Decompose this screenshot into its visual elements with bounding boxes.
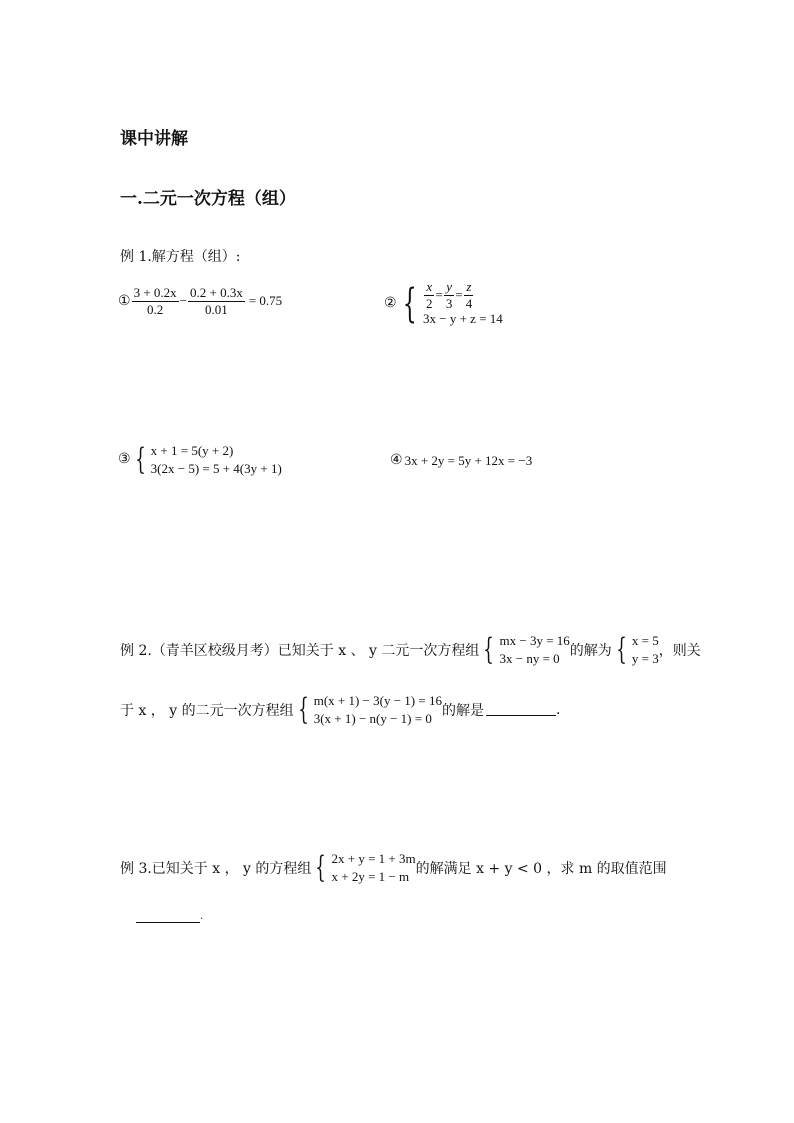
left-brace: { <box>315 849 327 885</box>
left-brace: { <box>616 631 627 667</box>
left-brace: { <box>402 280 417 327</box>
frac-x-num: x <box>426 279 433 294</box>
example-2-line-2 <box>120 692 560 727</box>
equals-2: = <box>455 287 463 303</box>
problem-2 <box>384 280 503 328</box>
frac-z-num: z <box>466 279 472 294</box>
example-3-system-line-2: x + 2y = 1 − m <box>331 868 410 884</box>
example-2-solution <box>612 632 659 667</box>
system-2-line-1 <box>423 280 503 310</box>
problem-1-rhs: = 0.75 <box>248 293 283 309</box>
fraction-1-denominator: 0.2 <box>146 301 164 317</box>
fraction-2-numerator: 0.2 + 0.3x <box>190 285 243 300</box>
example-2-text-2: 的解为 <box>569 642 612 659</box>
example-2-text-1: 例 2.（青羊区校级月考）已知关于 x 、 y 二元一次方程组 <box>120 642 480 659</box>
example-2-line-1 <box>120 632 701 667</box>
equals-1: = <box>435 287 443 303</box>
system-1-line-2: 3x − ny = 0 <box>499 650 560 666</box>
example-2-system-2 <box>294 692 442 727</box>
frac-x-den: 2 <box>426 295 433 311</box>
system-2 <box>397 280 503 328</box>
solution-line-2: y = 3 <box>631 650 659 666</box>
problem-2-mark: ② <box>384 296 397 312</box>
part-title: 一.二元一次方程（组） <box>120 189 296 209</box>
system-3 <box>131 442 282 477</box>
example-3-end: . <box>200 911 204 922</box>
example-3-line-2 <box>136 910 203 923</box>
system-2b-line-2: 3(x + 1) − n(y − 1) = 0 <box>313 710 432 726</box>
left-brace: { <box>297 691 309 727</box>
problem-1-mark: ① <box>118 293 131 309</box>
example-3-text-2: 的解满足 x + y < 0 ，求 m 的取值范围 <box>415 860 667 877</box>
problem-1 <box>118 286 282 316</box>
problem-3 <box>118 442 282 477</box>
example-2-text-3: ，则关 <box>658 642 701 659</box>
system-2-line-2: 3x − y + z = 14 <box>423 311 503 327</box>
section-title: 课中讲解 <box>120 129 188 149</box>
example-3-text-1: 例 3.已知关于 x ， y 的方程组 <box>120 860 312 877</box>
problem-3-mark: ③ <box>118 452 131 468</box>
left-brace: { <box>483 631 495 667</box>
problem-4-mark: ④ <box>390 453 403 468</box>
example-3-system-line-1: 2x + y = 1 + 3m <box>331 851 416 866</box>
example-2-text-4: 于 x ， y 的二元一次方程组 <box>120 702 294 719</box>
system-3-line-2: 3(2x − 5) = 5 + 4(3y + 1) <box>150 460 282 476</box>
example-1-label: 例 1.解方程（组）: <box>120 249 241 265</box>
example-3-line-1 <box>120 850 667 885</box>
left-brace: { <box>134 441 146 477</box>
frac-z-den: 4 <box>465 295 473 311</box>
fraction-1-numerator: 3 + 0.2x <box>133 285 177 300</box>
system-2b-line-1: m(x + 1) − 3(y − 1) = 16 <box>313 693 442 708</box>
answer-blank-1[interactable] <box>486 703 556 716</box>
fraction-2 <box>188 286 245 316</box>
fraction-2-denominator: 0.01 <box>205 301 228 317</box>
example-2-text-5: 的解是 <box>441 702 484 719</box>
system-1-line-1: mx − 3y = 16 <box>499 633 570 648</box>
frac-y-den: 3 <box>445 295 453 311</box>
frac-y-num: y <box>446 279 452 294</box>
problem-4 <box>390 452 532 469</box>
example-2-system-1 <box>479 632 569 667</box>
example-2-end: . <box>555 701 561 718</box>
fraction-1 <box>132 286 179 316</box>
system-3-line-1: x + 1 = 5(y + 2) <box>150 443 234 458</box>
example-3-system <box>311 850 415 885</box>
answer-blank-2[interactable] <box>136 910 200 923</box>
problem-4-equation: 3x + 2y = 5y + 12x = −3 <box>404 452 533 468</box>
minus-sign: − <box>179 293 187 309</box>
solution-line-1: x = 5 <box>631 633 659 648</box>
